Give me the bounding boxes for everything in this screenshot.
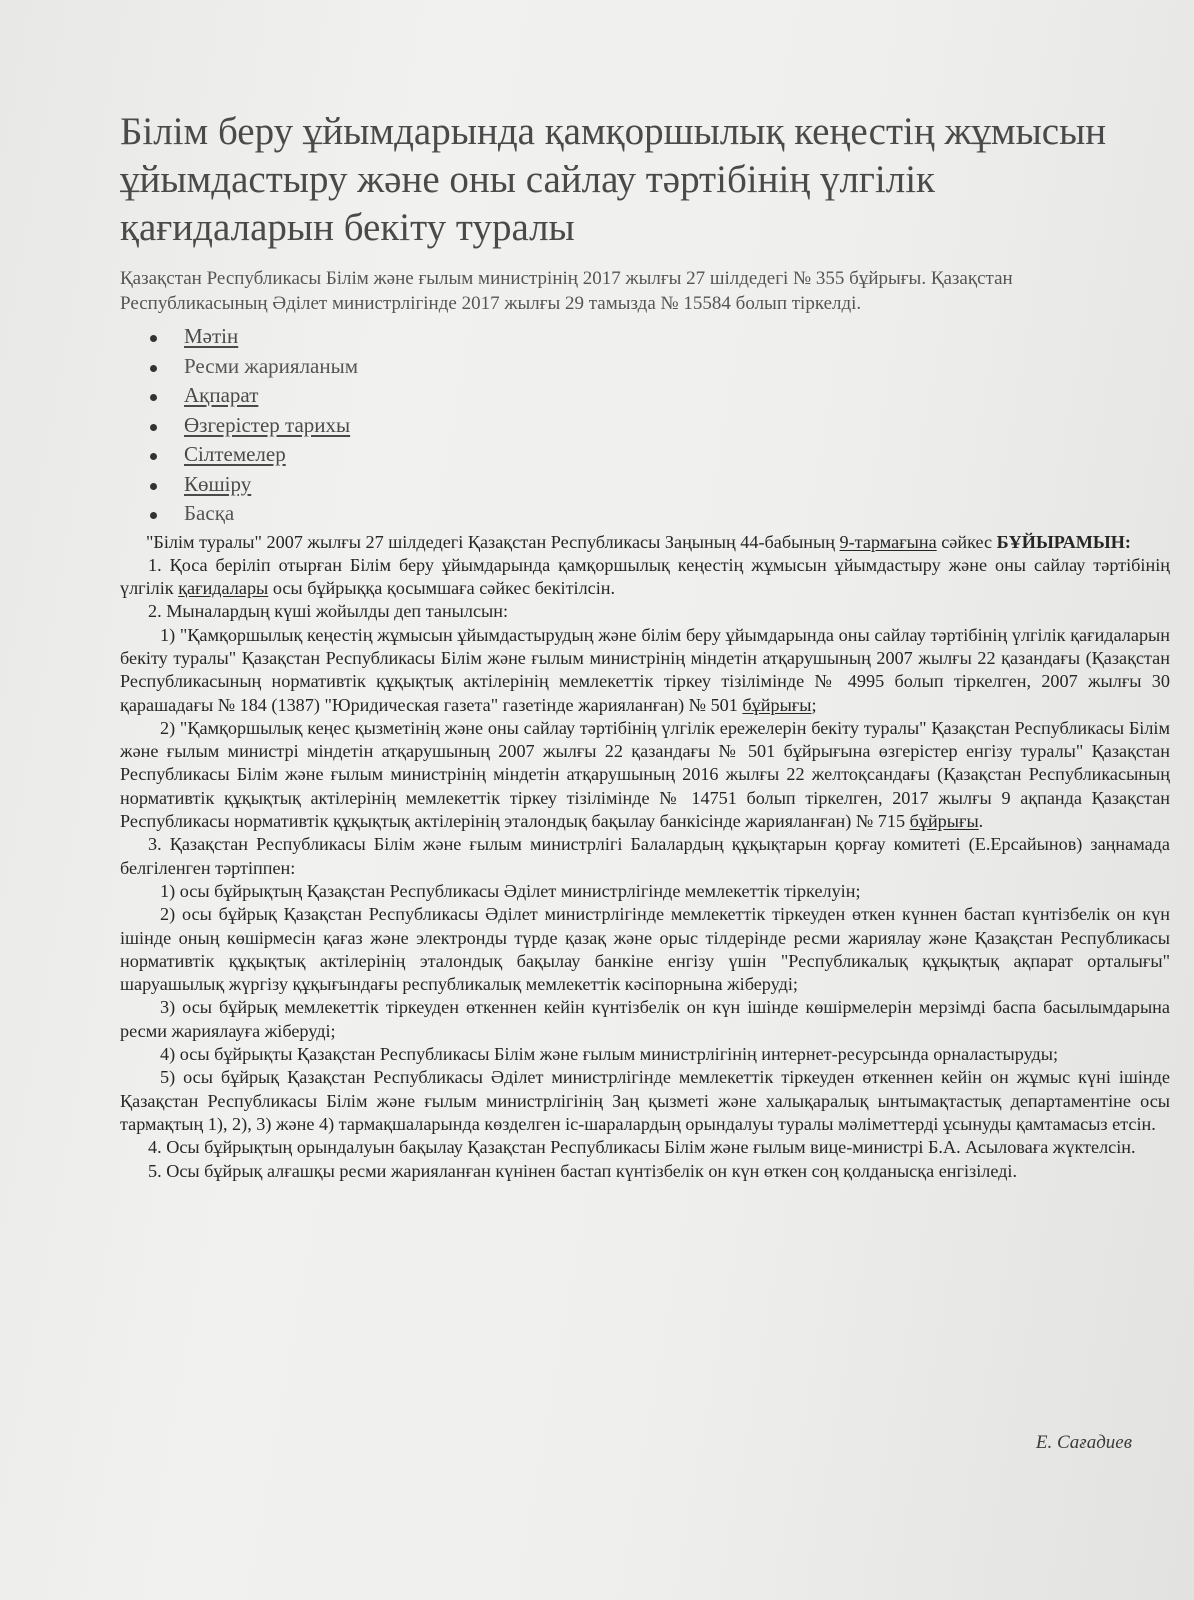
nav-item-official-publication bbox=[160, 352, 1170, 382]
nav-link-copy[interactable]: Көшіру bbox=[184, 471, 252, 496]
paragraph-2-2-end: . bbox=[978, 811, 984, 832]
nav-link-text[interactable]: Мәтін bbox=[184, 324, 239, 348]
nav-item-info[interactable] bbox=[160, 381, 1170, 411]
nav-item-other bbox=[160, 499, 1170, 529]
paragraph-4: 4. Осы бұйрықтың орындалуын бақылау Қазақстан Республикасы Білім және ғылым вице-министрі Б.А. Асыловаға жүктелсін. bbox=[148, 1137, 1136, 1158]
paragraph-1 bbox=[120, 554, 1170, 601]
document-title: Білім беру ұйымдарында қамқоршылық кеңестің жұмысын ұйымдастыру және оны сайлау тәртібінің үлгілік қағидаларын бекіту туралы bbox=[120, 110, 1107, 249]
paragraph-3-5: 5) осы бұйрық Қазақстан Республикасы Әділет министрлігінде мемлекеттік тіркеуден өткеннен кейін он жұмыс күні ішінде Қазақстан Республикасы Білім және ғылым министрлігінің Заң қызметі және халықаралық ынтымақтастық департаментіне осы тармақтың 1), 2), 3) және 4) тармақшаларында көзделген іс-шаралардың орындалуы туралы мәліметтерді ұсынуды қамтамасыз етсін. bbox=[120, 1067, 1170, 1134]
link-rules[interactable]: қағидалары bbox=[178, 578, 269, 599]
nav-link-references[interactable]: Сілтемелер bbox=[184, 442, 286, 466]
nav-item-references[interactable] bbox=[160, 440, 1170, 470]
paragraph-5: 5. Осы бұйрық алғашқы ресми жарияланған күнінен бастап күнтізбелік он күн өткен соң қолданысқа енгізіледі. bbox=[148, 1160, 1018, 1181]
preamble-text-2: сәйкес bbox=[936, 531, 997, 552]
document-meta: Қазақстан Республикасы Білім және ғылым министрінің 2017 жылғы 27 шілдедегі № 355 бұйрығы. Қазақстан Республикасының Әділет министрлігінде 2017 жылғы 29 тамызда № 15584 болып тіркелді. bbox=[120, 268, 1013, 314]
nav-link-history[interactable]: Өзгерістер тарихы bbox=[184, 412, 351, 437]
order-keyword: БҰЙЫРАМЫН: bbox=[996, 531, 1131, 552]
paragraph-1-text-end: осы бұйрыққа қосымшаға сәйкес бекітілсін. bbox=[268, 578, 616, 599]
document-nav bbox=[120, 322, 1170, 529]
paragraph-2-1-end: ; bbox=[811, 694, 817, 715]
nav-item-text[interactable] bbox=[160, 322, 1170, 352]
link-paragraph-9[interactable]: 9-тармағына bbox=[839, 531, 937, 552]
paragraph-1-text: 1. Қоса беріліп отырған Білім беру ұйымдарында қамқоршылық кеңестің жұмысын ұйымдастыру және оны сайлау тәртібінің үлгілік bbox=[120, 554, 1170, 599]
paragraph-2-2-text: 2) "Қамқоршылық кеңес қызметінің және оны сайлау тәртібінің үлгілік ережелерін бекіту туралы" Қазақстан Республикасы Білім және ғылым министрі міндетін атқарушының 2007 жылғы 22 қазандағы № 501 бұйрығына өзгерістер енгізу туралы" Қазақстан Республикасы Білім және ғылым министрінің міндетін атқарушының 2016 жылғы 22 желтоқсандағы (Қазақстан Республикасының нормативтік құқықтық актілерінің мемлекеттік тіркеу тізілімінде № 14751 болып тіркелген, 2017 жылғы 9 ақпанда Қазақстан Республикасы нормативтік құқықтық актілерінің эталондық бақылау банкісінде жарияланған) № 715 bbox=[120, 717, 1170, 832]
paragraph-2-2 bbox=[120, 717, 1170, 833]
paragraph-2: 2. Мыналардың күші жойылды деп танылсын: bbox=[148, 601, 509, 622]
document-content bbox=[120, 108, 1170, 1183]
paragraph-3-3: 3) осы бұйрық мемлекеттік тіркеуден өткеннен кейін күнтізбелік он күн ішінде көшірмелерін мерзімді баспа басылымдарына ресми жариялауға жіберуді; bbox=[120, 997, 1170, 1041]
document-body bbox=[120, 531, 1170, 1183]
paragraph-3-4: 4) осы бұйрықты Қазақстан Республикасы Білім және ғылым министрлігінің интернет-ресурсында орналастыруды; bbox=[160, 1044, 1059, 1065]
link-order-715[interactable]: бұйрығы bbox=[909, 811, 979, 832]
nav-item-history[interactable] bbox=[160, 411, 1170, 441]
preamble-text: "Білім туралы" 2007 жылғы 27 шілдедегі Қазақстан Республикасы Заңының 44-бабының bbox=[146, 531, 840, 552]
nav-item-copy[interactable] bbox=[160, 470, 1170, 500]
paragraph-3: 3. Қазақстан Республикасы Білім және ғылым министрлігі Балалардың құқықтарын қорғау комитеті (Е.Ерсайынов) заңнамада белгіленген тәртіппен: bbox=[120, 834, 1170, 878]
link-order-501[interactable]: бұйрығы bbox=[742, 694, 812, 715]
nav-link-info[interactable]: Ақпарат bbox=[184, 383, 259, 407]
nav-label-official-publication: Ресми жарияланым bbox=[184, 353, 359, 378]
preamble-paragraph bbox=[118, 531, 1170, 554]
signature: Е. Сағадиев bbox=[1035, 1432, 1132, 1453]
paragraph-2-1 bbox=[120, 624, 1170, 717]
nav-label-other: Басқа bbox=[184, 501, 235, 525]
paragraph-2-1-text: 1) "Қамқоршылық кеңестің жұмысын ұйымдастырудың және білім беру ұйымдарында оны сайлау тәртібінің үлгілік қағидаларын бекіту туралы" Қазақстан Республикасы Білім және ғылым министрінің міндетін атқарушының 2007 жылғы 22 қазандағы (Қазақстан Республикасының нормативтік құқықтық актілерінің мемлекеттік тіркеу тізілімінде № 4995 болып тіркелген, 2007 жылғы 30 қарашадағы № 184 (1387) "Юридическая газета" газетінде жарияланған) № 501 bbox=[120, 624, 1170, 715]
paragraph-3-2: 2) осы бұйрық Қазақстан Республикасы Әділет министрлігінде мемлекеттік тіркеуден өткен күннен бастап күнтізбелік он күн ішінде оның көшірмесін қағаз және электронды түрде қазақ және орыс тілдерінде ресми жариялау және Қазақстан Республикасы нормативтік құқықтық актілерінің эталондық бақылау банкіне енгізу үшін "Республикалық құқықтық ақпарат орталығы" шаруашылық жүргізу құқығындағы республикалық мемлекеттік кәсіпорнына жіберуді; bbox=[120, 904, 1170, 995]
paragraph-3-1: 1) осы бұйрықтың Қазақстан Республикасы Әділет министрлігінде мемлекеттік тіркелуін; bbox=[160, 880, 861, 901]
